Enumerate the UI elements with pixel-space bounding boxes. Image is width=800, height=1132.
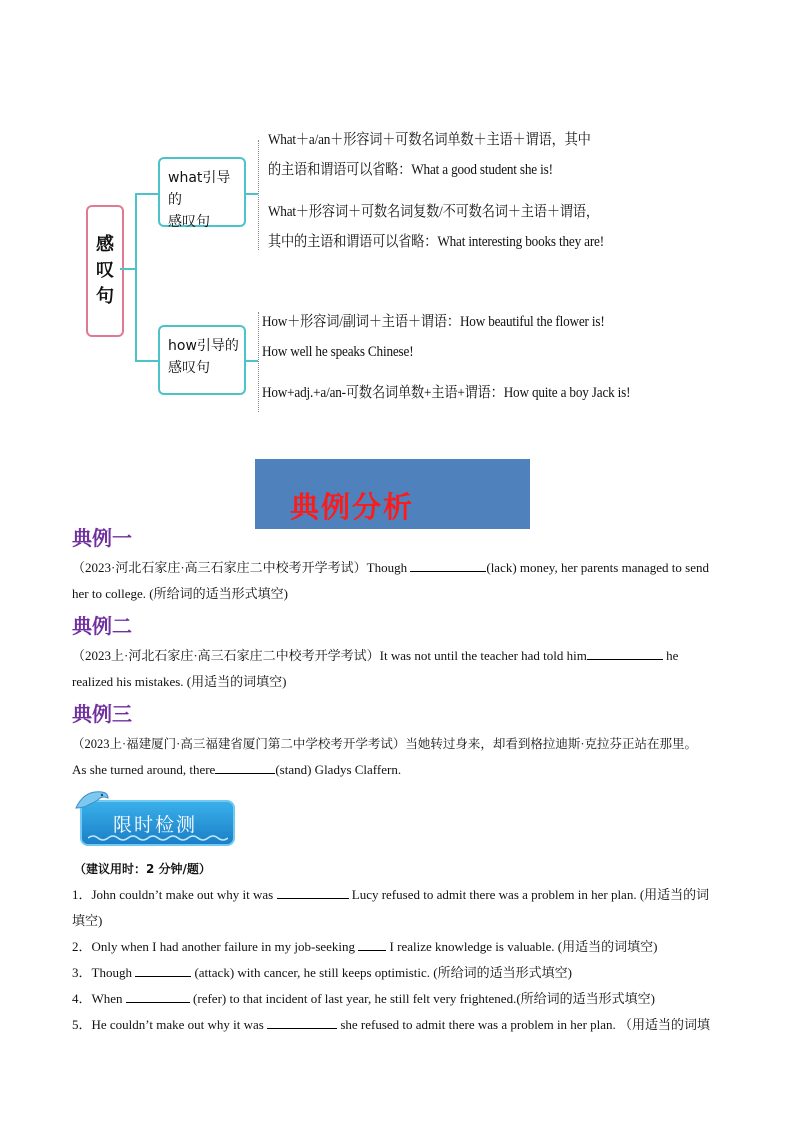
example-heading: 典例二 — [72, 614, 132, 638]
root-node-exclamatory — [86, 205, 124, 337]
text-segment: Lucy refused to admit there was a problem in her plan. (用适当的词 — [348, 887, 710, 902]
answer-blank[interactable] — [126, 989, 190, 1003]
test-title: 限时检测 — [113, 814, 198, 836]
rule-line: What＋a/an＋形容词＋可数名词单数＋主语＋谓语，其中 — [268, 132, 591, 148]
banner-title: 典例分析 — [290, 490, 415, 524]
how-branch-node — [158, 325, 246, 395]
dolphin-icon — [74, 786, 110, 816]
text-segment: 5．He couldn’t make out why it was — [72, 1017, 268, 1032]
text-segment: 3．Though — [72, 965, 136, 980]
answer-blank[interactable] — [410, 558, 486, 572]
bracket — [258, 312, 259, 412]
text-segment: （2023上·河北石家庄·高三石家庄二中校考开学考试）It was not until the teacher had told him — [72, 648, 587, 663]
root-char: 叹 — [96, 260, 114, 281]
answer-blank[interactable] — [358, 937, 386, 951]
text-segment: realized his mistakes. (用适当的词填空) — [72, 674, 287, 689]
root-char: 句 — [96, 286, 114, 307]
how-rules — [262, 307, 681, 408]
suggested-time: （建议用时：2 分钟/题） — [74, 862, 211, 876]
what-branch-line1: what引导的 — [168, 170, 231, 208]
text-segment: 填空) — [72, 913, 103, 928]
root-char: 感 — [96, 234, 114, 255]
text-segment: (refer) to that incident of last year, he still felt very frightened.(所给词的适当形式填空) — [189, 991, 655, 1006]
what-branch-node — [158, 157, 246, 230]
text-segment: (attack) with cancer, he still keeps optimistic. (所给词的适当形式填空) — [191, 965, 572, 980]
text-segment: he — [662, 648, 679, 663]
text-segment: she refused to admit there was a problem in her plan. （用适当的词填 — [337, 1017, 711, 1032]
text-segment: （2023上·福建厦门·高三福建省厦门第二中学校考开学考试）当她转过身来，却看到格拉迪斯·克拉芬正站在那里。 — [72, 737, 697, 751]
question-item — [72, 986, 782, 1012]
rule-line: What＋形容词＋可数名词复数/不可数名词＋主语＋谓语， — [268, 204, 599, 220]
text-segment: I realize knowledge is valuable. (用适当的词填空) — [386, 939, 658, 954]
text-segment: her to college. (所给词的适当形式填空) — [72, 586, 288, 601]
rule-line: 的主语和谓语可以省略：What a good student she is! — [268, 162, 553, 178]
wave-decoration — [88, 834, 228, 842]
connector — [246, 193, 258, 195]
rule-line: 其中的主语和谓语可以省略：What interesting books they are! — [268, 234, 604, 250]
connector — [135, 193, 137, 361]
answer-blank[interactable] — [267, 1015, 337, 1029]
example-heading: 典例一 — [72, 526, 132, 550]
answer-blank[interactable] — [215, 760, 275, 774]
answer-blank[interactable] — [587, 646, 663, 660]
connector — [246, 360, 258, 362]
answer-blank[interactable] — [277, 885, 349, 899]
question-item — [72, 882, 782, 934]
bracket — [258, 140, 259, 250]
connector — [120, 268, 136, 270]
text-segment: 1．John couldn’t make out why it was — [72, 887, 277, 902]
answer-blank[interactable] — [135, 963, 191, 977]
example-text — [72, 643, 772, 695]
text-segment: (lack) money, her parents managed to send — [486, 560, 709, 575]
question-item — [72, 934, 782, 960]
rule-line: How well he speaks Chinese! — [262, 344, 414, 360]
how-branch-line2: 感叹句 — [168, 360, 210, 376]
what-rules — [268, 125, 650, 257]
example-text — [72, 731, 792, 783]
rule-line: How＋形容词/副词＋主语＋谓语：How beautiful the flower is! — [262, 314, 605, 330]
text-segment: 2．Only when I had another failure in my job-seeking — [72, 939, 359, 954]
text-segment: (stand) Gladys Claffern. — [275, 762, 402, 777]
text-segment: （2023·河北石家庄·高三石家庄二中校考开学考试）Though — [72, 560, 411, 575]
connector — [135, 193, 159, 195]
example-text — [72, 555, 772, 607]
question-item — [72, 1012, 792, 1038]
example-heading: 典例三 — [72, 702, 132, 726]
text-segment: 4．When — [72, 991, 126, 1006]
connector — [135, 360, 159, 362]
how-branch-line1: how引导的 — [168, 338, 239, 354]
question-item — [72, 960, 782, 986]
rule-line: How+adj.+a/an-可数名词单数+主语+谓语：How quite a boy Jack is! — [262, 385, 631, 401]
what-branch-line2: 感叹句 — [168, 214, 210, 230]
text-segment: As she turned around, there — [72, 762, 216, 777]
